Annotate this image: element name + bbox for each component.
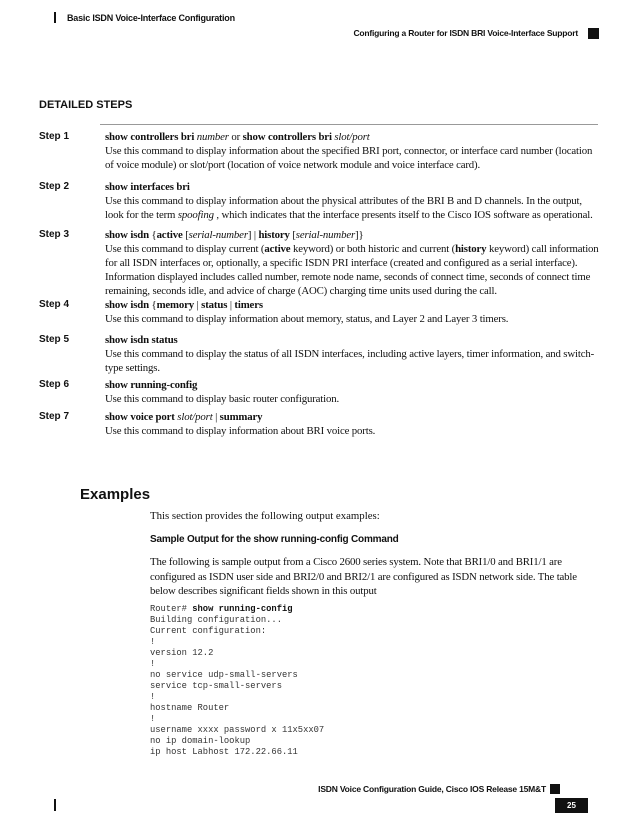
text-run: | — [194, 299, 202, 311]
text-run: Use this command to display current ( — [105, 243, 265, 255]
code-line: ! — [150, 637, 156, 647]
text-run: keyword) call information for all ISDN interfaces or, optionally, a specific ISDN PRI interface (created and configured as a serial interface). Information displayed includes called number, remote node name, seconds of connect time, seconds of connect time remaining, seconds idle, and advice of charge (AOC) charging time units used during the call. — [105, 243, 599, 297]
text-run: history — [258, 229, 290, 241]
step-body — [105, 228, 600, 298]
section-rule — [100, 124, 598, 125]
step-command — [105, 228, 600, 242]
code-prompt: Router# — [150, 604, 193, 614]
text-run: active — [156, 229, 183, 241]
text-run: active — [264, 243, 291, 255]
page-number: 25 — [555, 798, 588, 813]
code-line: no ip domain-lookup — [150, 736, 251, 746]
step-command — [105, 180, 600, 194]
text-run: number — [196, 131, 229, 143]
step-command — [105, 333, 600, 347]
text-run: [ — [182, 229, 189, 241]
text-run: serial-number — [295, 229, 356, 241]
text-run: | — [212, 411, 220, 423]
text-run: status — [201, 299, 228, 311]
sample-output-description: The following is sample output from a Cisco 2600 series system. Note that BRI1/0 and BRI1/1 are configured as ISDN user side and BRI2/0 and BRI2/1 are configured as ISDN network side. The table below describes significant fields shown in this output — [150, 556, 577, 597]
examples-intro: This section provides the following output examples: — [150, 510, 380, 522]
footer-left-bar — [54, 799, 56, 811]
step-description — [105, 242, 600, 298]
step-description: Use this command to display information about memory, status, and Layer 2 and Layer 3 timers. — [105, 313, 509, 325]
step-description: Use this command to display basic router configuration. — [105, 393, 340, 405]
text-run: slot/port — [334, 131, 370, 143]
step-label: Step 3 — [39, 229, 70, 240]
text-run: keyword) or both historic and current ( — [290, 243, 456, 255]
text-run: timers — [234, 299, 263, 311]
text-run: show running-config — [105, 379, 198, 391]
step-label: Step 7 — [39, 411, 70, 422]
step-description: Use this command to display information about the specified BRI port, connector, or interface card number (location of voice module) or slot/port (location of voice network module and voice interface card). — [105, 145, 593, 171]
text-run: or — [228, 131, 243, 143]
running-header-right: Configuring a Router for ISDN BRI Voice-Interface Support — [353, 28, 578, 38]
step-description: Use this command to display the status of all ISDN interfaces, including active layers, timer information, and switch-type settings. — [105, 348, 595, 374]
step-description — [105, 194, 600, 222]
text-run: { — [148, 299, 157, 311]
text-run: | — [227, 299, 235, 311]
text-run: slot/port — [177, 411, 213, 423]
text-run: memory — [156, 299, 195, 311]
text-run: Use this command to display information about the physical attributes of the BRI B and D channels. In the output, look for the term — [105, 195, 582, 221]
code-line: ip host Labhost 172.22.66.11 — [150, 747, 298, 757]
text-run: ] | — [247, 229, 259, 241]
text-run: ]} — [355, 229, 364, 241]
code-line: ! — [150, 714, 156, 724]
detailed-steps-heading: DETAILED STEPS — [39, 99, 133, 111]
code-lines — [150, 615, 324, 757]
text-run: summary — [219, 411, 263, 423]
code-sample — [150, 604, 324, 758]
step-label: Step 2 — [39, 181, 70, 192]
text-run: { — [148, 229, 157, 241]
step-body — [105, 180, 600, 222]
text-run: [ — [289, 229, 296, 241]
step-command — [105, 378, 600, 392]
step-body — [105, 378, 600, 406]
text-run: show controllers bri — [242, 131, 332, 143]
examples-heading: Examples — [80, 486, 151, 503]
text-run: show isdn status — [105, 334, 178, 346]
step-command — [105, 298, 600, 312]
code-line: Building configuration... — [150, 615, 282, 625]
step-label: Step 4 — [39, 299, 70, 310]
text-run: show controllers bri — [105, 131, 195, 143]
step-command — [105, 410, 600, 424]
step-body — [105, 298, 600, 326]
step-label: Step 6 — [39, 379, 70, 390]
text-run: show isdn — [105, 229, 149, 241]
step-body — [105, 333, 600, 375]
code-line: username xxxx password x 11x5xx07 — [150, 725, 325, 735]
text-run: show voice port — [105, 411, 175, 423]
code-line: service tcp-small-servers — [150, 681, 282, 691]
sample-output-heading: Sample Output for the show running-config Command — [150, 534, 399, 545]
text-run: spoofing — [177, 209, 214, 221]
header-right-block — [588, 28, 599, 39]
step-body — [105, 410, 600, 438]
step-label: Step 1 — [39, 131, 70, 142]
code-command: show running-config — [192, 604, 293, 614]
header-left-bar — [54, 12, 56, 23]
text-run: show isdn — [105, 299, 149, 311]
text-run: , which indicates that the interface presents itself to the Cisco IOS software as operational. — [213, 209, 593, 221]
text-run: show interfaces bri — [105, 181, 190, 193]
step-label: Step 5 — [39, 334, 70, 345]
step-body — [105, 130, 600, 172]
code-line: ! — [150, 659, 156, 669]
code-line: version 12.2 — [150, 648, 214, 658]
footer-guide-title: ISDN Voice Configuration Guide, Cisco IOS Release 15M&T — [318, 784, 546, 794]
code-line: no service udp-small-servers — [150, 670, 298, 680]
step-command — [105, 130, 600, 144]
text-run: history — [455, 243, 487, 255]
code-line: hostname Router — [150, 703, 230, 713]
text-run: serial-number — [188, 229, 248, 241]
code-line: Current configuration: — [150, 626, 267, 636]
footer-right-block — [550, 784, 560, 794]
running-header-left: Basic ISDN Voice-Interface Configuration — [67, 13, 235, 23]
code-line: ! — [150, 692, 156, 702]
step-description: Use this command to display information about BRI voice ports. — [105, 425, 376, 437]
